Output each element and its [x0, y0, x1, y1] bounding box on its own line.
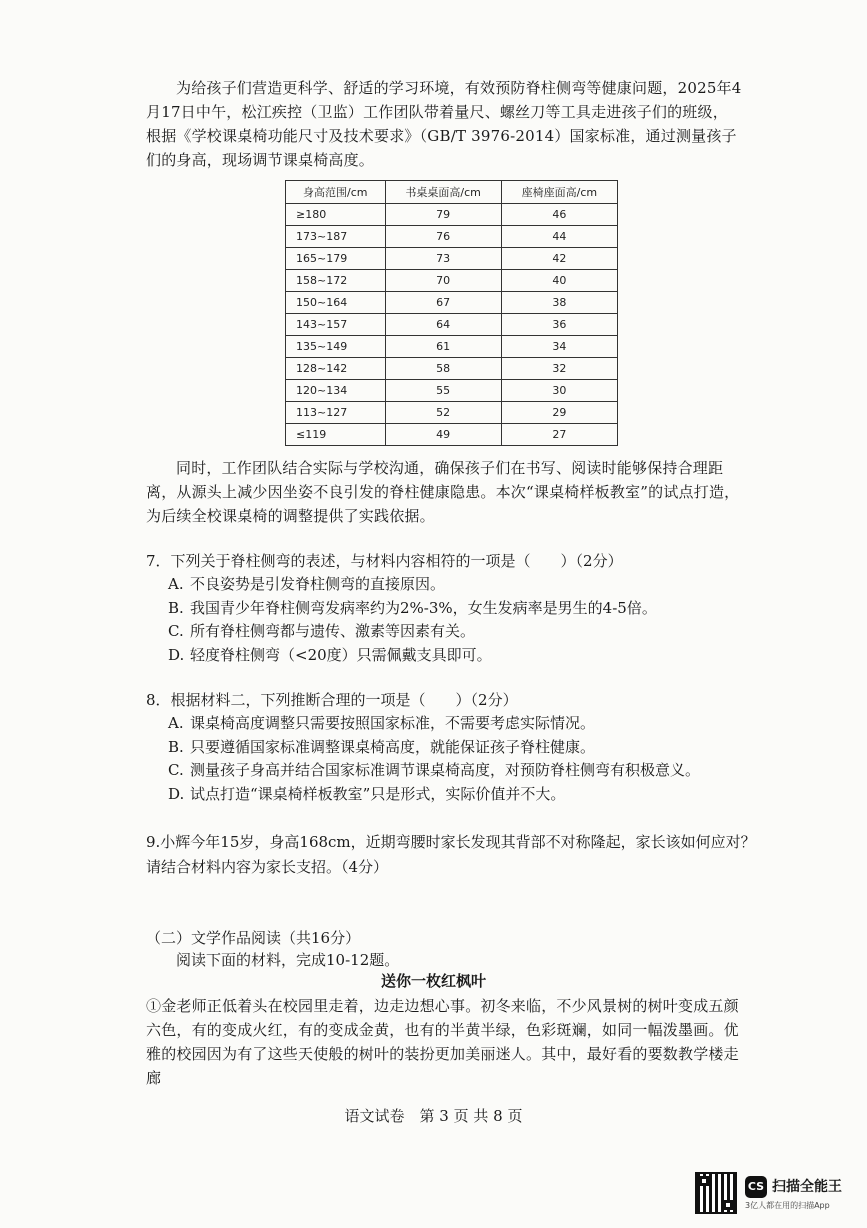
q8-option-b [168, 736, 595, 758]
option-letter: A. [168, 575, 184, 593]
option-text: 试点打造“课桌椅样板教室”只是形式，实际价值并不大。 [190, 784, 566, 803]
cell-height-range: 113~127 [286, 402, 386, 424]
header-desk-height: 书桌桌面高/cm [385, 181, 501, 204]
cell-desk-height: 79 [385, 204, 501, 226]
cell-desk-height: 67 [385, 292, 501, 314]
section-2-instruction: 阅读下面的材料，完成10-12题。 [176, 951, 400, 969]
cell-desk-height: 61 [385, 336, 501, 358]
table-row [286, 314, 618, 336]
table-header-row [286, 181, 618, 204]
option-text: 测量孩子身高并结合国家标准调节课桌椅高度，对预防脊柱侧弯有积极意义。 [190, 761, 701, 779]
question-8-stem: 8．根据材料二，下列推断合理的一项是（ ）（2分） [146, 691, 518, 709]
option-letter: D. [168, 784, 185, 803]
cell-desk-height: 64 [385, 314, 501, 336]
cell-desk-height: 73 [385, 248, 501, 270]
cell-chair-height: 30 [501, 380, 617, 402]
qr-code-icon [695, 1172, 737, 1214]
cell-desk-height: 58 [385, 358, 501, 380]
cell-chair-height: 27 [501, 424, 617, 446]
table-row [286, 358, 618, 380]
option-text: 轻度脊柱侧弯（<20度）只需佩戴支具即可。 [190, 645, 492, 664]
option-letter: C. [168, 761, 184, 779]
cell-height-range: ≤119 [286, 424, 386, 446]
cell-height-range: 158~172 [286, 270, 386, 292]
cell-chair-height: 38 [501, 292, 617, 314]
table-row [286, 226, 618, 248]
scanner-app-name: 扫描全能王 [772, 1179, 842, 1195]
cell-chair-height: 42 [501, 248, 617, 270]
table-row [286, 336, 618, 358]
cell-desk-height: 76 [385, 226, 501, 248]
cell-chair-height: 46 [501, 204, 617, 226]
option-letter: B. [168, 737, 184, 756]
cell-chair-height: 44 [501, 226, 617, 248]
q8-option-c [168, 759, 700, 781]
cell-height-range: ≥180 [286, 204, 386, 226]
section-2-heading: （二）文学作品阅读（共16分） [146, 929, 361, 947]
cell-chair-height: 40 [501, 270, 617, 292]
option-text: 只要遵循国家标准调整课桌椅高度，就能保证孩子脊柱健康。 [190, 737, 596, 756]
table-row [286, 248, 618, 270]
table-row [286, 402, 618, 424]
table-row [286, 424, 618, 446]
cell-height-range: 128~142 [286, 358, 386, 380]
table-row [286, 204, 618, 226]
option-text: 不良姿势是引发脊柱侧弯的直接原因。 [190, 575, 446, 593]
cell-desk-height: 49 [385, 424, 501, 446]
q7-option-c [168, 620, 475, 642]
q8-option-a [168, 712, 595, 734]
header-chair-height: 座椅座面高/cm [501, 181, 617, 204]
q8-option-d [168, 783, 565, 805]
cell-desk-height: 70 [385, 270, 501, 292]
cell-desk-height: 52 [385, 402, 501, 424]
cell-chair-height: 29 [501, 402, 617, 424]
scanner-watermark [695, 1170, 855, 1220]
option-text: 我国青少年脊柱侧弯发病率约为2%-3%，女生发病率是男生的4-5倍。 [190, 598, 657, 617]
cell-height-range: 120~134 [286, 380, 386, 402]
table-row [286, 380, 618, 402]
option-letter: C. [168, 622, 184, 640]
cell-height-range: 173~187 [286, 226, 386, 248]
question-9-line-1: 9.小辉今年15岁，身高168cm，近期弯腰时家长发现其背部不对称隆起，家长该如何应对？ [146, 833, 756, 851]
story-title: 送你一枚红枫叶 [380, 972, 486, 990]
cell-chair-height: 32 [501, 358, 617, 380]
cell-height-range: 150~164 [286, 292, 386, 314]
option-letter: A. [168, 714, 184, 732]
cell-height-range: 135~149 [286, 336, 386, 358]
cell-height-range: 143~157 [286, 314, 386, 336]
question-9-line-2: 请结合材料内容为家长支招。（4分） [146, 858, 389, 876]
option-letter: B. [168, 598, 184, 617]
question-7-stem: 7．下列关于脊柱侧弯的表述，与材料内容相符的一项是（ ）（2分） [146, 552, 623, 570]
header-height-range: 身高范围/cm [286, 181, 386, 204]
q7-option-a [168, 573, 445, 595]
page-footer: 语文试卷 第 3 页 共 8 页 [344, 1107, 523, 1125]
option-text: 所有脊柱侧弯都与遗传、激素等因素有关。 [190, 622, 476, 640]
option-letter: D. [168, 645, 185, 664]
material-paragraph-2: 同时，工作团队结合实际与学校沟通，确保孩子们在书写、阅读时能够保持合理距离，从源头上减少因坐姿不良引发的脊柱健康隐患。本次“课桌椅样板教室”的试点打造，为后续全校课桌椅的调整提供了实践依据。 [146, 459, 740, 525]
cell-desk-height: 55 [385, 380, 501, 402]
cell-chair-height: 36 [501, 314, 617, 336]
table-row [286, 292, 618, 314]
q7-option-d [168, 644, 492, 666]
q7-option-b [168, 597, 657, 619]
table-row [286, 270, 618, 292]
desk-chair-height-table [285, 180, 618, 446]
scanner-tagline: 3亿人都在用的扫描App [745, 1201, 830, 1210]
cell-height-range: 165~179 [286, 248, 386, 270]
option-text: 课桌椅高度调整只需要按照国家标准，不需要考虑实际情况。 [190, 714, 596, 732]
cell-chair-height: 34 [501, 336, 617, 358]
material-paragraph-1: 为给孩子们营造更科学、舒适的学习环境，有效预防脊柱侧弯等健康问题，2025年4月17日中午，松江疾控（卫监）工作团队带着量尺、螺丝刀等工具走进孩子们的班级，根据《学校课桌椅功能尺寸及技术要求》（GB/T 3976-2014）国家标准，通过测量孩子们的身高，现场调节课桌椅高度。 [146, 79, 742, 169]
camscanner-logo-icon: CS [745, 1176, 767, 1198]
story-paragraph-1: ①金老师正低着头在校园里走着，边走边想心事。初冬来临，不少风景树的树叶变成五颜六色，有的变成火红，有的变成金黄，也有的半黄半绿，色彩斑斓，如同一幅泼墨画。优雅的校园因为有了这些天使般的树叶的装扮更加美丽迷人。其中，最好看的要数教学楼走廊 [146, 997, 739, 1087]
